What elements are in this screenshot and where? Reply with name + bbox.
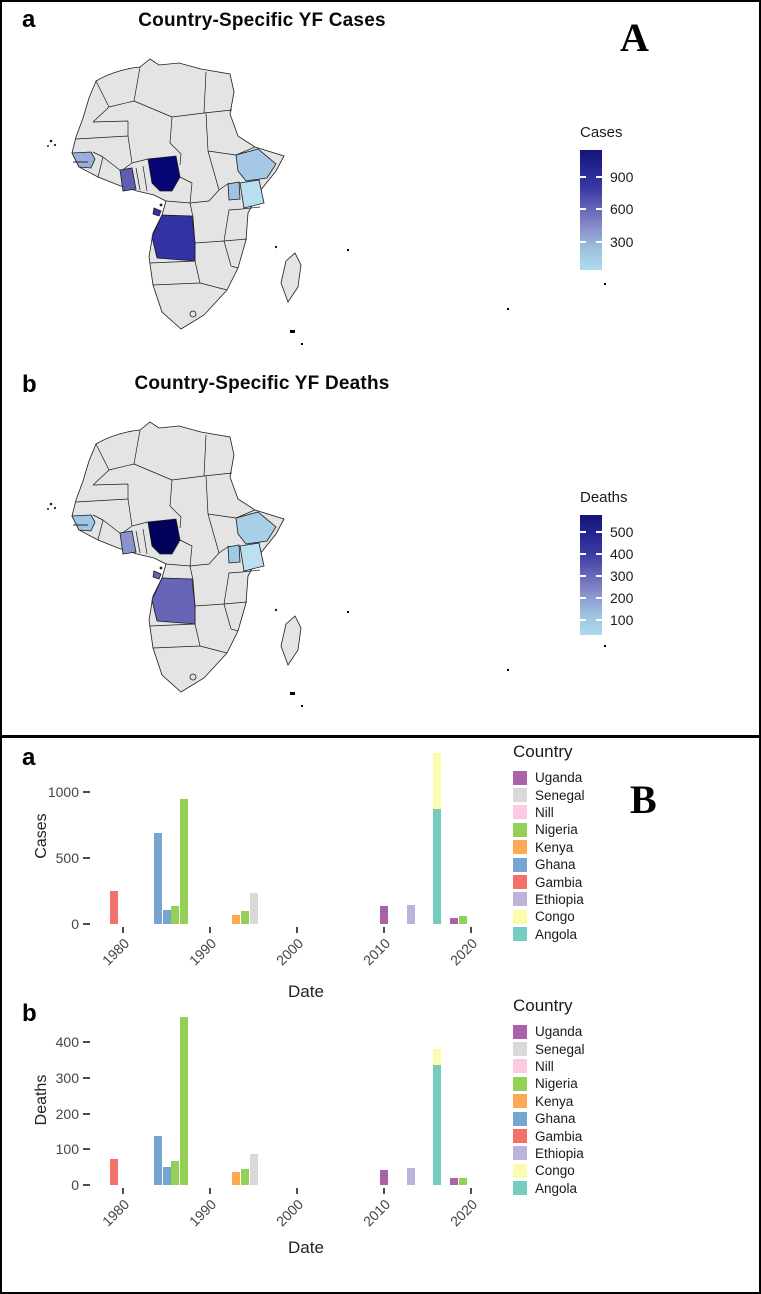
bar-2019 (459, 916, 467, 924)
chart-b-label: b (22, 1000, 37, 1027)
colorbar-tick (580, 176, 586, 178)
y-axis-tick-label: 100 (55, 1141, 79, 1158)
deaths-colorbar-legend (580, 489, 672, 635)
bar-1987 (180, 799, 188, 924)
y-axis-tick (83, 791, 90, 793)
legend-swatch-gambia (513, 1129, 527, 1143)
colorbar-tick-label: 900 (610, 169, 634, 186)
legend-item (513, 821, 683, 838)
x-axis-tick-label: 2020 (447, 1196, 481, 1230)
island-dot (347, 249, 349, 251)
legend-item (513, 1058, 683, 1075)
x-axis-tick-label: 2010 (360, 935, 394, 969)
bar-2019 (459, 1178, 467, 1186)
bar-segment-congo (433, 753, 441, 809)
deaths-legend-title: Deaths (580, 489, 628, 506)
bar-1995 (250, 893, 258, 924)
bar-segment-ghana (163, 910, 171, 924)
bar-segment-nigeria (171, 1161, 179, 1185)
legend-swatch-gambia (513, 875, 527, 889)
bar-1993 (232, 1172, 240, 1185)
y-axis-tick-label: 300 (55, 1069, 79, 1086)
bar-1994 (241, 1169, 249, 1185)
x-axis-tick (383, 927, 385, 933)
legend-swatch-nigeria (513, 1077, 527, 1091)
legend-item (513, 1145, 683, 1162)
x-axis-tick (122, 927, 124, 933)
y-axis-tick (83, 1077, 90, 1079)
deaths-map-section (2, 365, 759, 735)
legend-label: Kenya (535, 1093, 574, 1109)
bar-1986 (171, 1161, 179, 1185)
colorbar-tick (580, 531, 586, 533)
legend-label: Uganda (535, 1024, 583, 1040)
colorbar-tick (580, 208, 586, 210)
bar-2018 (450, 918, 458, 924)
bar-2016 (433, 753, 441, 924)
legend-label: Ghana (535, 1111, 576, 1127)
deaths-bar-chart (55, 1010, 515, 1230)
bar-segment-uganda (380, 1170, 388, 1185)
bar-2016 (433, 1049, 441, 1185)
legend-swatch-ghana (513, 1112, 527, 1126)
map-a-label: a (22, 6, 36, 33)
y-axis-tick (83, 1041, 90, 1043)
bar-segment-ghana (154, 833, 162, 924)
colorbar-tick-label: 200 (610, 589, 634, 606)
bar-segment-uganda (380, 906, 388, 924)
x-axis-tick-label: 2020 (447, 935, 481, 969)
panel-B-letter: B (630, 777, 657, 822)
bar-segment-kenya (232, 915, 240, 924)
barchart-panel (2, 738, 759, 1292)
bar-segment-gambia (110, 1159, 118, 1185)
bar-segment-angola (433, 809, 441, 924)
legend-label: Congo (535, 909, 575, 925)
bar-segment-nigeria (459, 916, 467, 924)
colorbar-tick (596, 531, 602, 533)
legend-swatch-senegal (513, 1042, 527, 1056)
bar-segment-ethiopia (407, 1168, 415, 1185)
legend-label: Gambia (535, 1128, 583, 1144)
cases-legend-title: Cases (580, 124, 623, 141)
deaths-y-axis-label: Deaths (33, 1074, 50, 1126)
legend-swatch-kenya (513, 840, 527, 854)
chart-a-label: a (22, 744, 36, 771)
x-axis-tick-label: 1980 (99, 1196, 133, 1230)
y-axis-tick-label: 0 (71, 1177, 79, 1193)
x-axis-tick-label: 2000 (273, 935, 307, 969)
colorbar-tick (596, 176, 602, 178)
legend-label: Angola (535, 1180, 578, 1196)
legend-label: Nigeria (535, 822, 578, 838)
y-axis-tick-label: 400 (55, 1034, 79, 1051)
legend-swatch-senegal (513, 788, 527, 802)
legend-swatch-nill (513, 805, 527, 819)
island-dot (507, 669, 509, 671)
legend-label: Kenya (535, 839, 574, 855)
legend-item (513, 1162, 683, 1179)
legend-label: Nill (535, 1058, 554, 1074)
island-dot (347, 611, 349, 613)
legend-swatch-uganda (513, 771, 527, 785)
deaths-gradient-bar (580, 515, 634, 635)
legend-item (513, 926, 683, 943)
colorbar-tick-label: 100 (610, 611, 634, 628)
legend-title: Country (513, 996, 573, 1015)
colorbar-tick (596, 208, 602, 210)
y-axis-tick (83, 923, 90, 925)
y-axis-tick (83, 857, 90, 859)
deaths-x-axis-label: Date (288, 1238, 324, 1257)
bar-segment-kenya (232, 1172, 240, 1185)
legend-label: Angola (535, 926, 578, 942)
legend-item (513, 908, 683, 925)
country-legend-cases (513, 742, 683, 943)
colorbar-tick-label: 300 (610, 567, 634, 584)
x-axis-tick (296, 1188, 298, 1194)
y-axis-tick (83, 1113, 90, 1115)
legend-label: Senegal (535, 787, 585, 803)
legend-item (513, 804, 683, 821)
cases-gradient-bar (580, 150, 634, 270)
colorbar-tick (596, 597, 602, 599)
bar-segment-nigeria (180, 1017, 188, 1185)
bar-segment-uganda (450, 918, 458, 924)
deaths-map-title: Country-Specific YF Deaths (134, 373, 390, 394)
bar-2010 (380, 906, 388, 924)
colorbar-tick-label: 500 (610, 523, 634, 540)
island-dot (301, 705, 303, 707)
bar-segment-nigeria (459, 1178, 467, 1186)
island-dot (290, 692, 295, 695)
legend-item (513, 856, 683, 873)
colorbar-tick (580, 619, 586, 621)
legend-label: Ethiopia (535, 891, 584, 907)
x-axis-tick (209, 1188, 211, 1194)
bar-segment-nigeria (180, 799, 188, 924)
legend-item (513, 1093, 683, 1110)
legend-swatch-nigeria (513, 823, 527, 837)
bar-segment-nigeria (241, 1169, 249, 1185)
colorbar-tick-label: 300 (610, 233, 634, 250)
x-axis-tick (383, 1188, 385, 1194)
bar-segment-ghana (154, 1136, 162, 1185)
cases-colorbar-legend (580, 124, 672, 270)
legend-label: Senegal (535, 1041, 585, 1057)
y-axis-tick-label: 0 (71, 916, 79, 932)
bar-segment-nigeria (241, 911, 249, 924)
legend-item (513, 1127, 683, 1144)
legend-label: Ghana (535, 857, 576, 873)
x-axis-tick (122, 1188, 124, 1194)
legend-item (513, 891, 683, 908)
y-axis-tick (83, 1184, 90, 1186)
cases-y-axis-label: Cases (33, 813, 50, 859)
legend-item (513, 873, 683, 890)
legend-swatch-congo (513, 1164, 527, 1178)
bar-segment-gambia (110, 891, 118, 924)
bar-segment-congo (433, 1049, 441, 1065)
legend-swatch-ghana (513, 858, 527, 872)
bar-segment-senegal (250, 1154, 258, 1185)
y-axis-tick-label: 500 (55, 850, 79, 867)
x-axis-tick (209, 927, 211, 933)
legend-item (513, 1110, 683, 1127)
colorbar-tick (596, 553, 602, 555)
legend-swatch-nill (513, 1059, 527, 1073)
legend-item (513, 1040, 683, 1057)
x-axis-tick-label: 1990 (186, 935, 220, 969)
x-axis-tick (296, 927, 298, 933)
bar-1985 (163, 1167, 171, 1185)
legend-label: Congo (535, 1163, 575, 1179)
bar-2010 (380, 1170, 388, 1185)
colorbar-tick-label: 400 (610, 545, 634, 562)
legend-item (513, 839, 683, 856)
bar-1984 (154, 833, 162, 924)
legend-item (513, 1180, 683, 1197)
bar-2018 (450, 1178, 458, 1186)
island-dot (301, 343, 303, 345)
bar-1993 (232, 915, 240, 924)
colorbar-tick (580, 241, 586, 243)
x-axis-tick-label: 1980 (99, 935, 133, 969)
x-axis-tick (470, 927, 472, 933)
bar-1986 (171, 906, 179, 924)
bar-2013 (407, 905, 415, 924)
y-axis-tick-label: 200 (55, 1105, 79, 1122)
legend-label: Nill (535, 804, 554, 820)
legend-label: Nigeria (535, 1076, 578, 1092)
legend-label: Gambia (535, 874, 583, 890)
island-dot (290, 330, 295, 333)
bar-1994 (241, 911, 249, 924)
bar-1985 (163, 910, 171, 924)
island-dot (604, 645, 606, 647)
bar-segment-angola (433, 1065, 441, 1185)
island-dot (507, 308, 509, 310)
x-axis-tick-label: 2000 (273, 1196, 307, 1230)
legend-swatch-angola (513, 1181, 527, 1195)
bar-segment-nigeria (171, 906, 179, 924)
bar-1995 (250, 1154, 258, 1185)
cases-bar-chart (47, 746, 515, 969)
y-axis-tick (83, 1148, 90, 1150)
legend-label: Uganda (535, 770, 583, 786)
panel-A-letter: A (620, 15, 649, 60)
colorbar-tick (580, 575, 586, 577)
bar-segment-ethiopia (407, 905, 415, 924)
legend-swatch-kenya (513, 1094, 527, 1108)
y-axis-tick-label: 1000 (47, 784, 79, 801)
colorbar-tick-label: 600 (610, 201, 634, 218)
africa-cases-map (32, 44, 354, 344)
x-axis-tick-label: 1990 (186, 1196, 220, 1230)
legend-title: Country (513, 742, 573, 761)
legend-item (513, 786, 683, 803)
map-b-label: b (22, 371, 37, 398)
island-dot (604, 283, 606, 285)
legend-item (513, 1023, 683, 1040)
legend-item (513, 1075, 683, 1092)
legend-item (513, 769, 683, 786)
bar-2013 (407, 1168, 415, 1185)
bar-1984 (154, 1136, 162, 1185)
legend-label: Ethiopia (535, 1145, 584, 1161)
colorbar-tick (596, 575, 602, 577)
legend-swatch-ethiopia (513, 892, 527, 906)
x-axis-tick-label: 2010 (360, 1196, 394, 1230)
x-axis-tick (470, 1188, 472, 1194)
legend-swatch-congo (513, 910, 527, 924)
africa-deaths-map (32, 407, 354, 707)
cases-x-axis-label: Date (288, 982, 324, 1001)
country-legend-deaths (513, 996, 683, 1197)
colorbar-tick (596, 619, 602, 621)
legend-swatch-uganda (513, 1025, 527, 1039)
colorbar-tick (596, 241, 602, 243)
bar-1987 (180, 1017, 188, 1185)
bar-1979 (110, 1159, 118, 1185)
bar-1979 (110, 891, 118, 924)
legend-swatch-ethiopia (513, 1146, 527, 1160)
bar-segment-uganda (450, 1178, 458, 1186)
legend-swatch-angola (513, 927, 527, 941)
colorbar-tick (580, 553, 586, 555)
colorbar-tick (580, 597, 586, 599)
cases-map-title: Country-Specific YF Cases (138, 10, 386, 31)
bar-segment-ghana (163, 1167, 171, 1185)
bar-segment-senegal (250, 893, 258, 924)
